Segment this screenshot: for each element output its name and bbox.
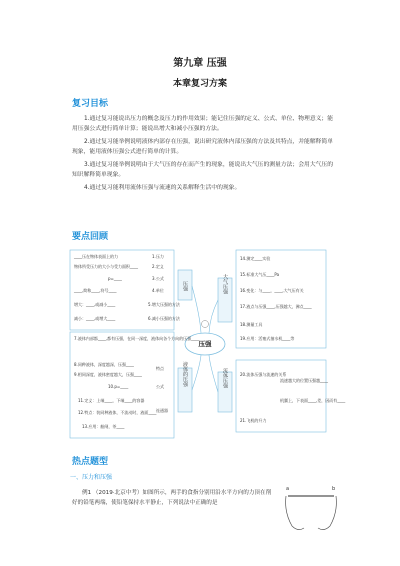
mm-entry: 10.p=____ bbox=[108, 384, 129, 389]
mindmap-diagram bbox=[68, 246, 346, 442]
mm-entry: 物体所受压力的大小与受力面积____ bbox=[74, 264, 138, 269]
mm-entry: 9.相同深度，液体密度越大，压强____ bbox=[74, 372, 142, 377]
mm-entry: 8.同种液体，深度越深，压强____ bbox=[74, 362, 134, 367]
example-text bbox=[72, 488, 272, 508]
mm-label: 连通器 bbox=[156, 408, 168, 413]
chapter-title: 第九章 压强 bbox=[173, 58, 227, 69]
goals-list bbox=[72, 114, 334, 193]
mm-entry: 20.流体压强与流速的关系 bbox=[240, 372, 287, 377]
goal-item: 3.通过复习能举例说明由于大气压的存在而产生的现象，能说出大气压的测量方法；会用大气压的知识解释简单现象。 bbox=[72, 162, 334, 178]
mm-entry: 12.特点：装同种液体，不流动时，液面____ bbox=[78, 410, 157, 415]
fig-label-b: b bbox=[332, 486, 336, 492]
mm-entry: 13.应用：船闸，茶____ bbox=[82, 424, 125, 429]
left-hand bbox=[286, 496, 304, 530]
subsection-title: 一、压力和压强 bbox=[70, 474, 113, 481]
mm-entry: 21.飞机的升力 bbox=[240, 418, 267, 423]
goal-item: 1.通过复习能说出压力的概念及压力的作用效果；能记住压强的定义、公式、单位、物理意义；能用压强公式进行简单计算；能说出增大和减小压强的方法。 bbox=[72, 116, 334, 132]
mm-entry: p=____ bbox=[108, 276, 122, 281]
section-title-goals: 复习目标 bbox=[72, 99, 109, 109]
mm-entry: ____,简称____,符号____ bbox=[74, 288, 117, 293]
mm-entry: 14.测定____实验 bbox=[240, 256, 271, 261]
branch-fluid: 流体压强 bbox=[222, 368, 228, 388]
mindmap-box bbox=[236, 250, 326, 348]
goal-item: 4.通过复习能利用流体压强与流速的关系解释生活中的现象。 bbox=[84, 185, 241, 191]
mm-label: 特点 bbox=[156, 366, 164, 371]
mm-entry: 11.定义：上端____，下端____的容器 bbox=[78, 398, 145, 403]
section-title-hot: 热点题型 bbox=[72, 457, 109, 467]
goal-item: 2.通过复习能举例说明液体内部存在压强，说出研究液体内部压强的方法及其特点，并能解释简单现象，能用液体压强公式进行简单的计算。 bbox=[72, 139, 334, 155]
mm-entry: 16.变化：与____，____,大气压有关 bbox=[240, 288, 304, 293]
branch-liquid: 液体的压强 bbox=[182, 361, 188, 387]
right-hand bbox=[318, 496, 336, 530]
mm-entry: 19.应用：活塞式抽水机____等 bbox=[240, 336, 295, 341]
mm-entry: 15.标准大气压____Pa bbox=[240, 272, 280, 277]
mm-entry: ____压在物体表面上的力 bbox=[74, 254, 118, 259]
mm-label: 2.定义 bbox=[152, 264, 164, 269]
mm-label: 3.公式 bbox=[152, 276, 164, 281]
mm-label: 1.压力 bbox=[152, 254, 164, 259]
page-subtitle: 本章复习方案 bbox=[172, 79, 227, 89]
section-title-review: 要点回顾 bbox=[72, 232, 109, 242]
mm-entry: 增大：____,或减小____ bbox=[74, 302, 116, 307]
mm-label: 5.增大压强的方法 bbox=[148, 302, 180, 307]
branch-solid: 压强 bbox=[182, 281, 188, 291]
example-paragraph: 例1 （2019·北京中考）如图所示，两手的食指分别用沿水平方向的力顶在削好的铅笔两端，使铅笔保持水平静止，下列说法中正确的是 bbox=[72, 490, 272, 506]
center-label: 压强 bbox=[198, 340, 212, 348]
mm-label: 4.单位 bbox=[152, 288, 164, 293]
hands-pencil-figure bbox=[282, 482, 340, 534]
mm-entry: 18.测量工具 bbox=[240, 322, 263, 327]
figure-icon bbox=[202, 321, 209, 328]
branch-atmo: 大气压强 bbox=[222, 274, 228, 294]
mm-entry: 机翼上，下表面____,差，因而有____ bbox=[280, 398, 346, 403]
mm-entry: 流速越大的位置压强越____ bbox=[280, 378, 328, 383]
mm-entry: 减小：____,或增大____ bbox=[74, 316, 116, 321]
fig-label-a: a bbox=[286, 486, 290, 492]
mm-label: 6.减小压强的方法 bbox=[148, 316, 180, 321]
mm-label: 公式 bbox=[156, 384, 164, 389]
mm-entry: 7.液体内部都____,都有压强，在同一深度，液体向各个方向的压强____ bbox=[74, 336, 200, 341]
mm-entry: 17.液点与压强____,压强越大，沸点____ bbox=[240, 304, 312, 309]
